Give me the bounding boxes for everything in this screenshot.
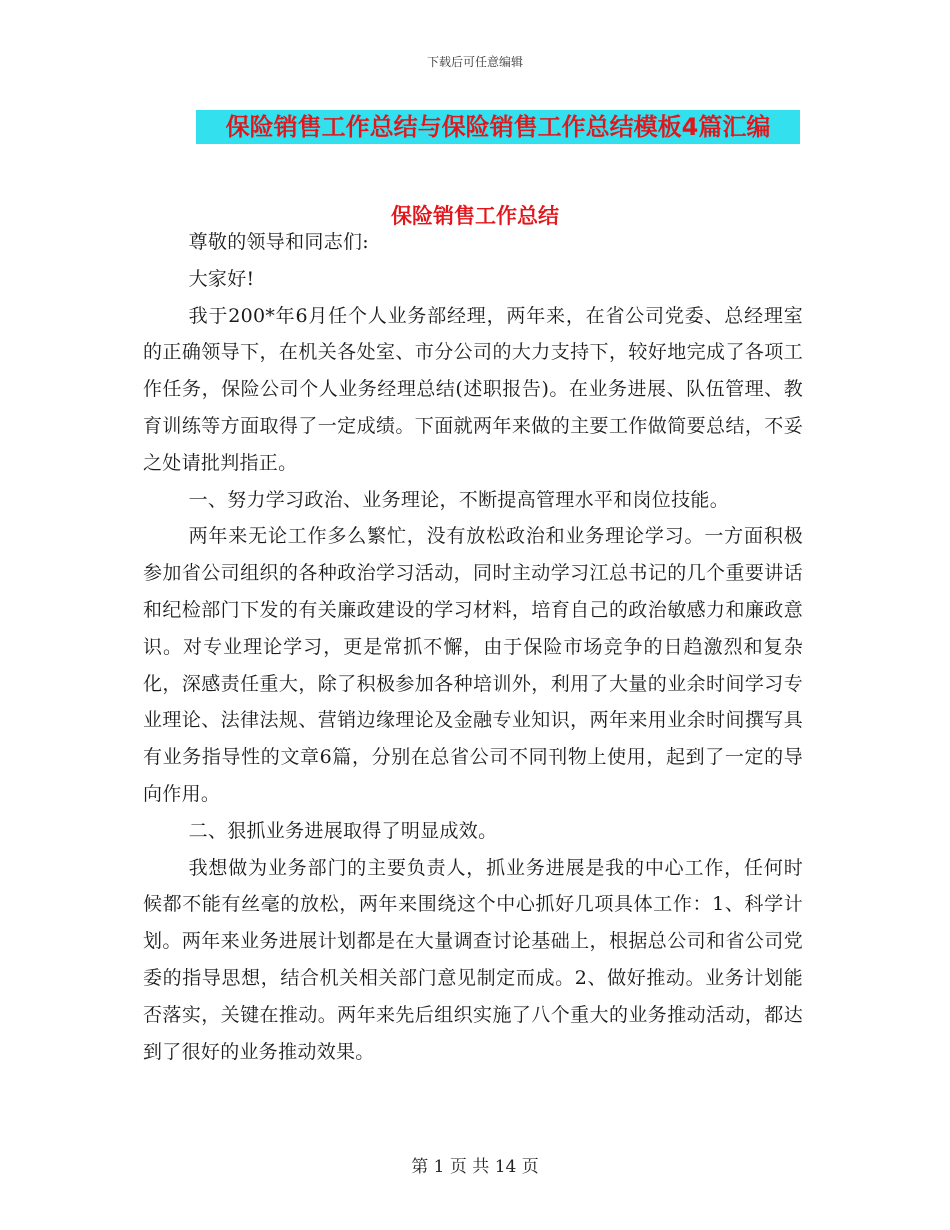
paragraph-greeting: 大家好! <box>188 267 255 290</box>
page-footer: 第 1 页 共 14 页 <box>411 1157 539 1177</box>
paragraph-section-2: 我想做为业务部门的主要负责人，抓业务进展是我的中心工作，任何时候都不能有丝毫的放松，两年来围绕这个中心抓好几项具体工作：1、科学计划。两年来业务进展计划都是在大量调查讨论基础上，根据总公司和省公司党委的指导思想，结合机关相关部门意见制定而成。2、做好推动。业务计划能否落实，关键在推动。两年来先后组织实施了八个重大的业务推动活动，都达到了很好的业务推动效果。 <box>143 856 803 1063</box>
paragraph-intro: 我于200*年6月任个人业务部经理，两年来，在省公司党委、总经理室的正确领导下，在机关各处室、市分公司的大力支持下，较好地完成了各项工作任务，保险公司个人业务经理总结(述职报告)。在业务进展、队伍管理、教育训练等方面取得了一定成绩。下面就两年来做的主要工作做简要总结，不妥之处请批判指正。 <box>143 304 803 474</box>
section-title: 保险销售工作总结 <box>391 204 559 228</box>
body-text <box>143 224 803 1070</box>
heading-section-2: 二、狠抓业务进展取得了明显成效。 <box>188 819 498 842</box>
heading-section-1: 一、努力学习政治、业务理论，不断提高管理水平和岗位技能。 <box>188 488 729 511</box>
paragraph-section-1: 两年来无论工作多么繁忙，没有放松政治和业务理论学习。一方面积极参加省公司组织的各种政治学习活动，同时主动学习江总书记的几个重要讲话和纪检部门下发的有关廉政建设的学习材料，培育自己的政治敏感力和廉政意识。对专业理论学习，更是常抓不懈，由于保险市场竞争的日趋激烈和复杂化，深感责任重大，除了积极参加各种培训外，利用了大量的业余时间学习专业理论、法律法规、营销边缘理论及金融专业知识，两年来用业余时间撰写具有业务指导性的文章6篇，分别在总省公司不同刊物上使用，起到了一定的导向作用。 <box>143 525 803 805</box>
header-note: 下载后可任意编辑 <box>426 55 523 69</box>
document-title: 保险销售工作总结与保险销售工作总结模板4篇汇编 <box>196 110 800 144</box>
paragraph-salutation: 尊敬的领导和同志们: <box>188 231 369 253</box>
